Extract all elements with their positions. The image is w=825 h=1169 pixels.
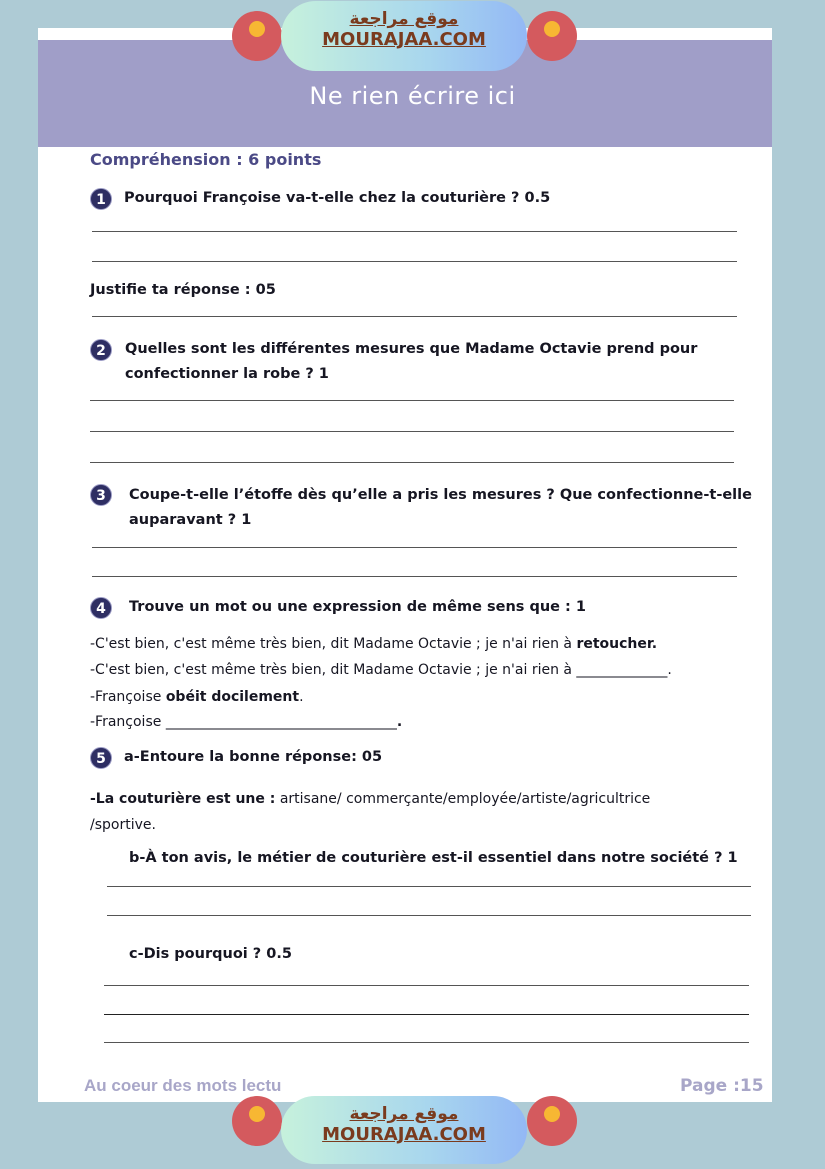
footer-title: Au coeur des mots lectu <box>84 1076 282 1095</box>
q5a-choices[interactable]: artisane/ commerçante/employée/artiste/agricultrice <box>275 791 651 807</box>
question-2 <box>125 337 697 387</box>
question-5b: b-À ton avis, le métier de couturière est-il essentiel dans notre société ? 1 <box>129 850 738 866</box>
watermark-site: MOURAJAA.COM <box>322 1124 486 1145</box>
answer-line[interactable] <box>92 261 737 262</box>
answer-line[interactable] <box>104 1014 749 1015</box>
q4-text: -C'est bien, c'est même très bien, dit Madame Octavie ; je n'ai rien à <box>90 636 577 652</box>
logo-badge-left <box>232 11 282 61</box>
q4-sentence-2[interactable]: -C'est bien, c'est même très bien, dit Madame Octavie ; je n'ai rien à _____________. <box>90 662 672 678</box>
q4-bold-word: retoucher. <box>576 636 658 652</box>
question-3-line2: auparavant ? 1 <box>129 512 252 528</box>
number-2-icon: 2 <box>90 339 112 361</box>
q4-text: . <box>396 714 403 730</box>
answer-line[interactable] <box>92 231 737 232</box>
watermark-top[interactable] <box>281 1 527 71</box>
q4-sentence-4[interactable] <box>90 712 402 732</box>
number-1-icon: 1 <box>90 188 112 210</box>
logo-icon <box>544 21 560 37</box>
watermark-bottom[interactable] <box>281 1096 527 1164</box>
answer-line[interactable] <box>90 462 734 463</box>
q4-bold-word: obéit docilement <box>165 689 300 705</box>
justify-label: Justifie ta réponse : 05 <box>90 282 276 298</box>
answer-line[interactable] <box>92 316 737 317</box>
q4-sentence-1 <box>90 634 657 654</box>
answer-line[interactable] <box>90 431 734 432</box>
q4-sentence-3 <box>90 687 304 707</box>
q5a-options[interactable] <box>90 786 650 838</box>
question-4: Trouve un mot ou une expression de même sens que : 1 <box>129 599 586 615</box>
q4-text: . <box>299 689 304 705</box>
answer-line[interactable] <box>92 547 737 548</box>
banner-text: Ne rien écrire ici <box>309 82 516 110</box>
answer-line[interactable] <box>104 1042 749 1043</box>
logo-icon <box>249 21 265 37</box>
watermark-arabic: موقع مراجعة <box>349 1104 459 1124</box>
q4-text: -Françoise <box>90 714 166 730</box>
logo-badge-left <box>232 1096 282 1146</box>
answer-line[interactable] <box>107 915 751 916</box>
question-2-line1: Quelles sont les différentes mesures que Madame Octavie prend pour <box>125 341 698 357</box>
watermark-arabic: موقع مراجعة <box>349 9 459 29</box>
answer-line[interactable] <box>90 400 734 401</box>
page-number: Page :15 <box>680 1076 764 1096</box>
answer-line[interactable] <box>107 886 751 887</box>
answer-line[interactable] <box>104 985 749 986</box>
section-title: Compréhension : 6 points <box>90 150 322 169</box>
logo-icon <box>249 1106 265 1122</box>
question-5a: a-Entoure la bonne réponse: 05 <box>124 749 383 765</box>
number-3-icon: 3 <box>90 484 112 506</box>
q4-text: -Françoise <box>90 689 166 705</box>
answer-line[interactable] <box>92 576 737 577</box>
q5a-choices[interactable]: /sportive. <box>90 817 156 833</box>
logo-badge-right <box>527 1096 577 1146</box>
logo-badge-right <box>527 11 577 61</box>
question-3-line1: Coupe-t-elle l’étoffe dès qu’elle a pris les mesures ? Que confectionne-t-elle <box>129 487 752 503</box>
q4-blank[interactable]: _________________________________ <box>165 714 397 730</box>
number-5-icon: 5 <box>90 747 112 769</box>
question-3 <box>129 483 752 533</box>
question-1: Pourquoi Françoise va-t-elle chez la couturière ? 0.5 <box>124 190 551 206</box>
number-4-icon: 4 <box>90 597 112 619</box>
q5a-label: -La couturière est une : <box>90 791 276 807</box>
question-5c: c-Dis pourquoi ? 0.5 <box>129 946 292 962</box>
question-2-line2: confectionner la robe ? 1 <box>125 366 329 382</box>
logo-icon <box>544 1106 560 1122</box>
watermark-site: MOURAJAA.COM <box>322 29 486 50</box>
